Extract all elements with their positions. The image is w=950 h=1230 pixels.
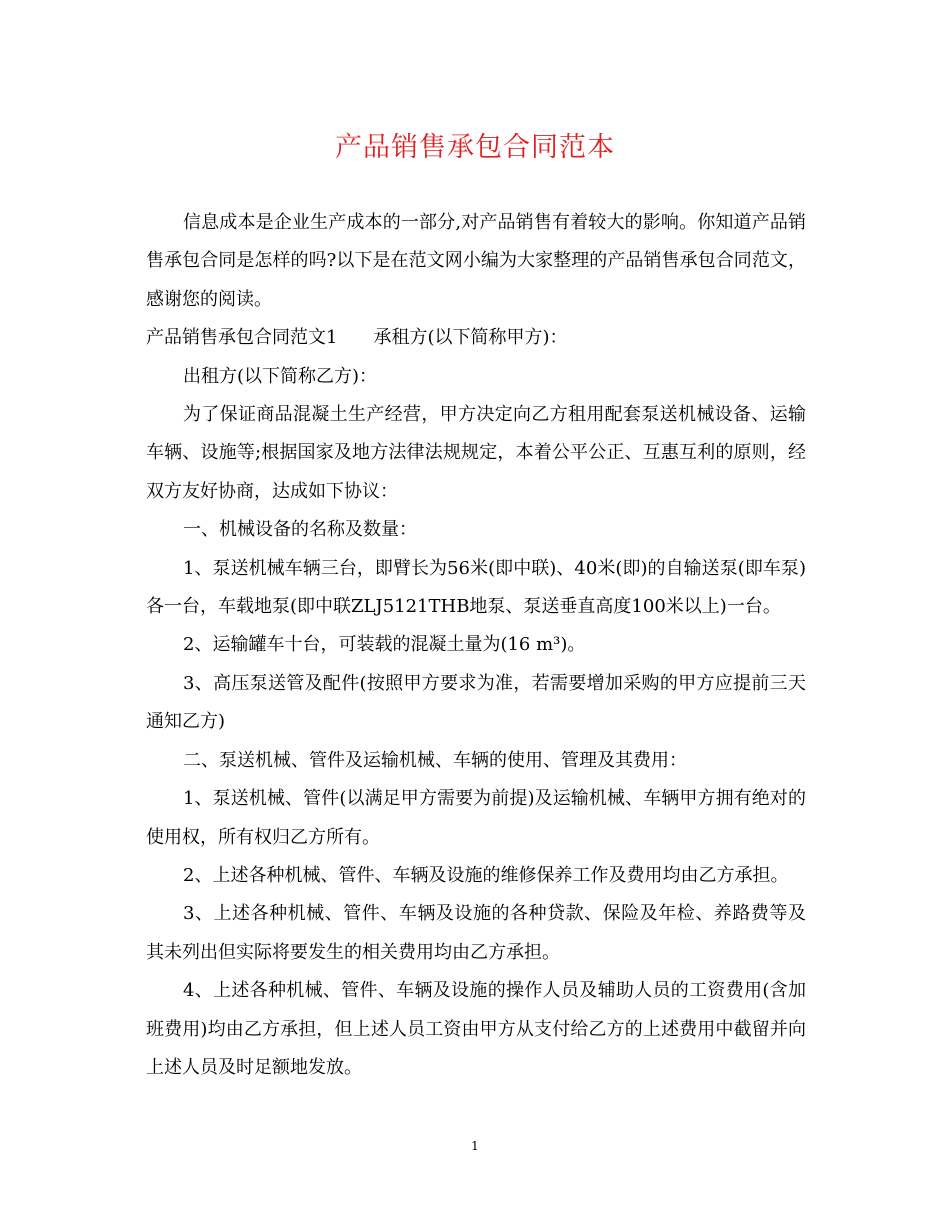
section-heading-usage: 二、泵送机械、管件及运输机械、车辆的使用、管理及其费用： bbox=[183, 749, 687, 771]
paragraph-contract-heading: 产品销售承包合同范文1 承租方(以下简称甲方)： bbox=[146, 327, 568, 349]
clause-3-pipes: 3、高压泵送管及配件(按照甲方要求为准，若需要增加采购的甲方应提前三天通知乙方) bbox=[146, 672, 806, 733]
clause-1-pump-vehicles: 1、泵送机械车辆三台，即臂长为56米(即中联)、40米(即)的自输送泵(即车泵)各一台，车载地泵(即中联ZLJ5121THB地泵、泵送垂直高度100米以上)一台。 bbox=[146, 557, 806, 618]
clause-2-mixer-trucks: 2、运输罐车十台，可装载的混凝土量为(16 m³)。 bbox=[183, 634, 586, 656]
section-heading-equipment: 一、机械设备的名称及数量： bbox=[183, 519, 417, 541]
paragraph-purpose: 为了保证商品混凝土生产经营，甲方决定向乙方租用配套泵送机械设备、运输车辆、设施等;根据国家及地方法律法规规定，本着公平公正、互惠互利的原则，经双方友好协商，达成如下协议： bbox=[146, 404, 806, 502]
clause-usage-2: 2、上述各种机械、管件、车辆及设施的维修保养工作及费用均由乙方承担。 bbox=[183, 864, 789, 886]
clause-usage-4: 4、上述各种机械、管件、车辆及设施的操作人员及辅助人员的工资费用(含加班费用)均由乙方承担，但上述人员工资由甲方从支付给乙方的上述费用中截留并向上述人员及时足额地发放。 bbox=[146, 980, 806, 1078]
clause-usage-1: 1、泵送机械、管件(以满足甲方需要为前提)及运输机械、车辆甲方拥有绝对的使用权，所有权归乙方所有。 bbox=[146, 788, 806, 848]
page-number: 1 bbox=[471, 1139, 479, 1153]
paragraph-intro: 信息成本是企业生产成本的一部分,对产品销售有着较大的影响。你知道产品销售承包合同是怎样的吗?以下是在范文网小编为大家整理的产品销售承包合同范文，感谢您的阅读。 bbox=[146, 212, 806, 310]
document-body bbox=[146, 204, 806, 1087]
document-title: 产品销售承包合同范本 bbox=[335, 132, 615, 163]
clause-usage-3: 3、上述各种机械、管件、车辆及设施的各种贷款、保险及年检、养路费等及其未列出但实际将要发生的相关费用均由乙方承担。 bbox=[146, 903, 806, 963]
paragraph-lessor: 出租方(以下简称乙方)： bbox=[183, 365, 378, 387]
